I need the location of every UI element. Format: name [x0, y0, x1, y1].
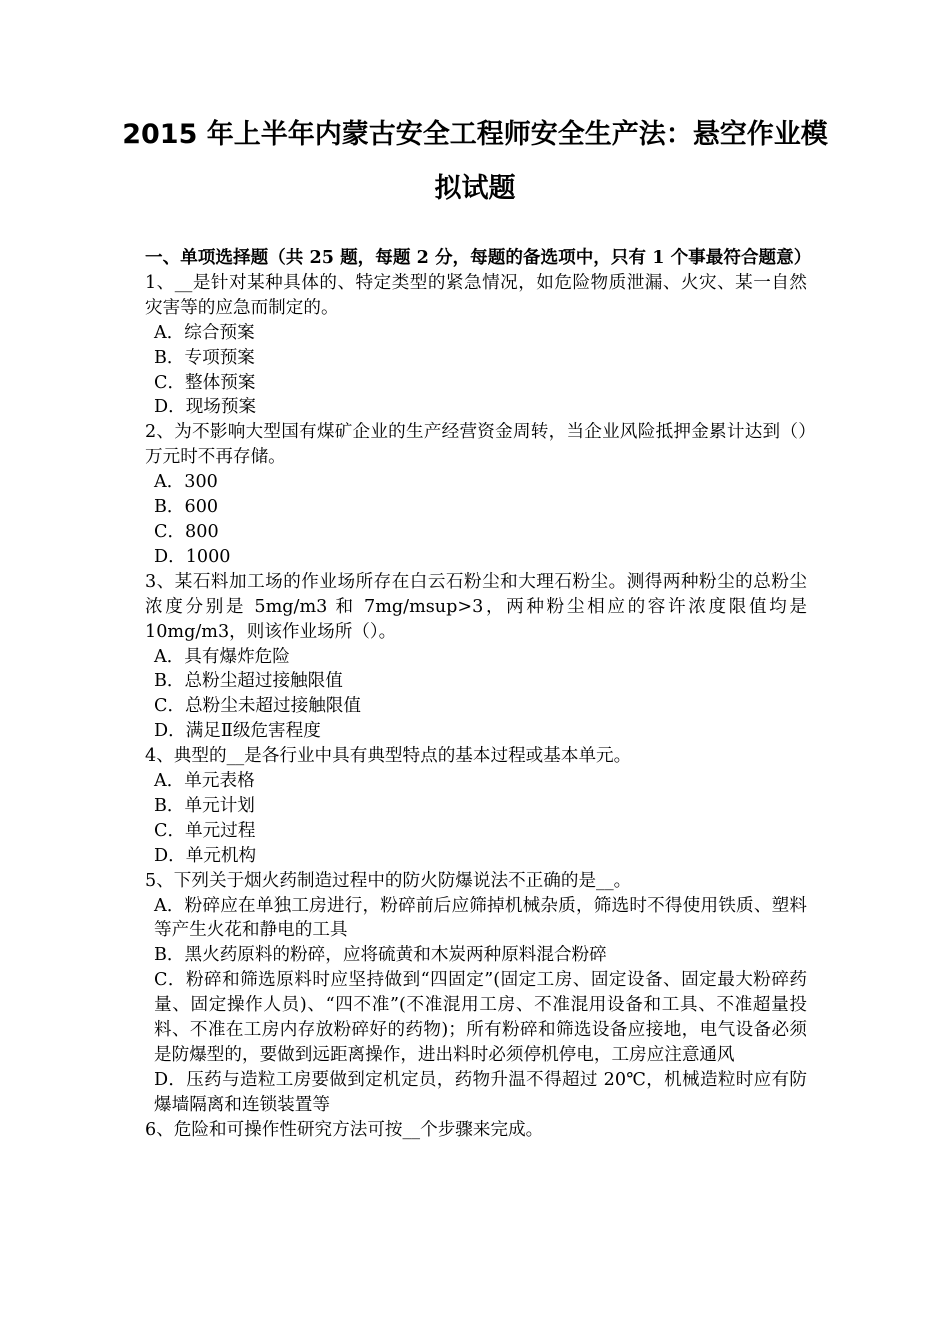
question-option: C．800 [154, 521, 219, 542]
question-option: A．300 [154, 472, 218, 493]
question-option: A．具有爆炸危险 [154, 646, 290, 667]
question-option: B．总粉尘超过接触限值 [154, 671, 343, 692]
question-option: C．单元过程 [154, 820, 256, 841]
question-option: A．单元表格 [154, 771, 255, 792]
document-title-line-1: 2015 年上半年内蒙古安全工程师安全生产法：悬空作业模 [122, 119, 828, 150]
question-option: D．单元机构 [154, 845, 257, 866]
question-option: A．粉碎应在单独工房进行，粉碎前后应筛掉机械杂质，筛选时不得使用铁质、塑料等产生火花和静电的工具 [154, 895, 807, 941]
question-option: B．单元计划 [154, 795, 255, 816]
question-stem: 2、为不影响大型国有煤矿企业的生产经营资金周转，当企业风险抵押金累计达到（）万元时不再存储。 [145, 422, 807, 468]
question-option: C．整体预案 [154, 372, 256, 393]
question-stem: 1、__是针对某种具体的、特定类型的紧急情况，如危险物质泄漏、火灾、某一自然灾害等的应急而制定的。 [145, 272, 807, 318]
question-stem: 5、下列关于烟火药制造过程中的防火防爆说法不正确的是__。 [145, 870, 632, 891]
question-stem: 3、某石料加工场的作业场所存在白云石粉尘和大理石粉尘。测得两种粉尘的总粉尘浓度分别是 5mg/m3 和 7mg/msup>3，两种粉尘相应的容许浓度限值均是10mg/m3，则该作业场所（）。 [145, 571, 807, 642]
question-option: A．综合预案 [154, 322, 255, 343]
section-heading: 一、单项选择题（共 25 题，每题 2 分，每题的备选项中，只有 1 个事最符合题意） [145, 247, 812, 268]
question-option: C．粉碎和筛选原料时应坚持做到“四固定”(固定工房、固定设备、固定最大粉碎药量、固定操作人员)、“四不准”(不准混用工房、不准混用设备和工具、不准超量投料、不准在工房内存放粉碎好的药物)；所有粉碎和筛选设备应接地，电气设备必须是防爆型的，要做到远距离操作，进出料时必须停机停电，工房应注意通风 [154, 970, 807, 1065]
question-option: D．1000 [154, 546, 231, 567]
question-option: D．满足Ⅱ级危害程度 [154, 721, 321, 742]
question-stem: 4、典型的__是各行业中具有典型特点的基本过程或基本单元。 [145, 746, 632, 767]
question-option: B．600 [154, 497, 219, 518]
question-option: D．现场预案 [154, 397, 257, 418]
document-title-line-2: 拟试题 [434, 173, 516, 204]
question-option: C．总粉尘未超过接触限值 [154, 696, 361, 717]
document-body [145, 246, 812, 1143]
question-option: D．压药与造粒工房要做到定机定员，药物升温不得超过 20℃，机械造粒时应有防爆墙隔离和连锁装置等 [154, 1069, 807, 1115]
question-stem: 6、危险和可操作性研究方法可按__个步骤来完成。 [145, 1119, 544, 1140]
question-option: B．专项预案 [154, 347, 255, 368]
question-option: B．黑火药原料的粉碎，应将硫黄和木炭两种原料混合粉碎 [154, 945, 607, 966]
